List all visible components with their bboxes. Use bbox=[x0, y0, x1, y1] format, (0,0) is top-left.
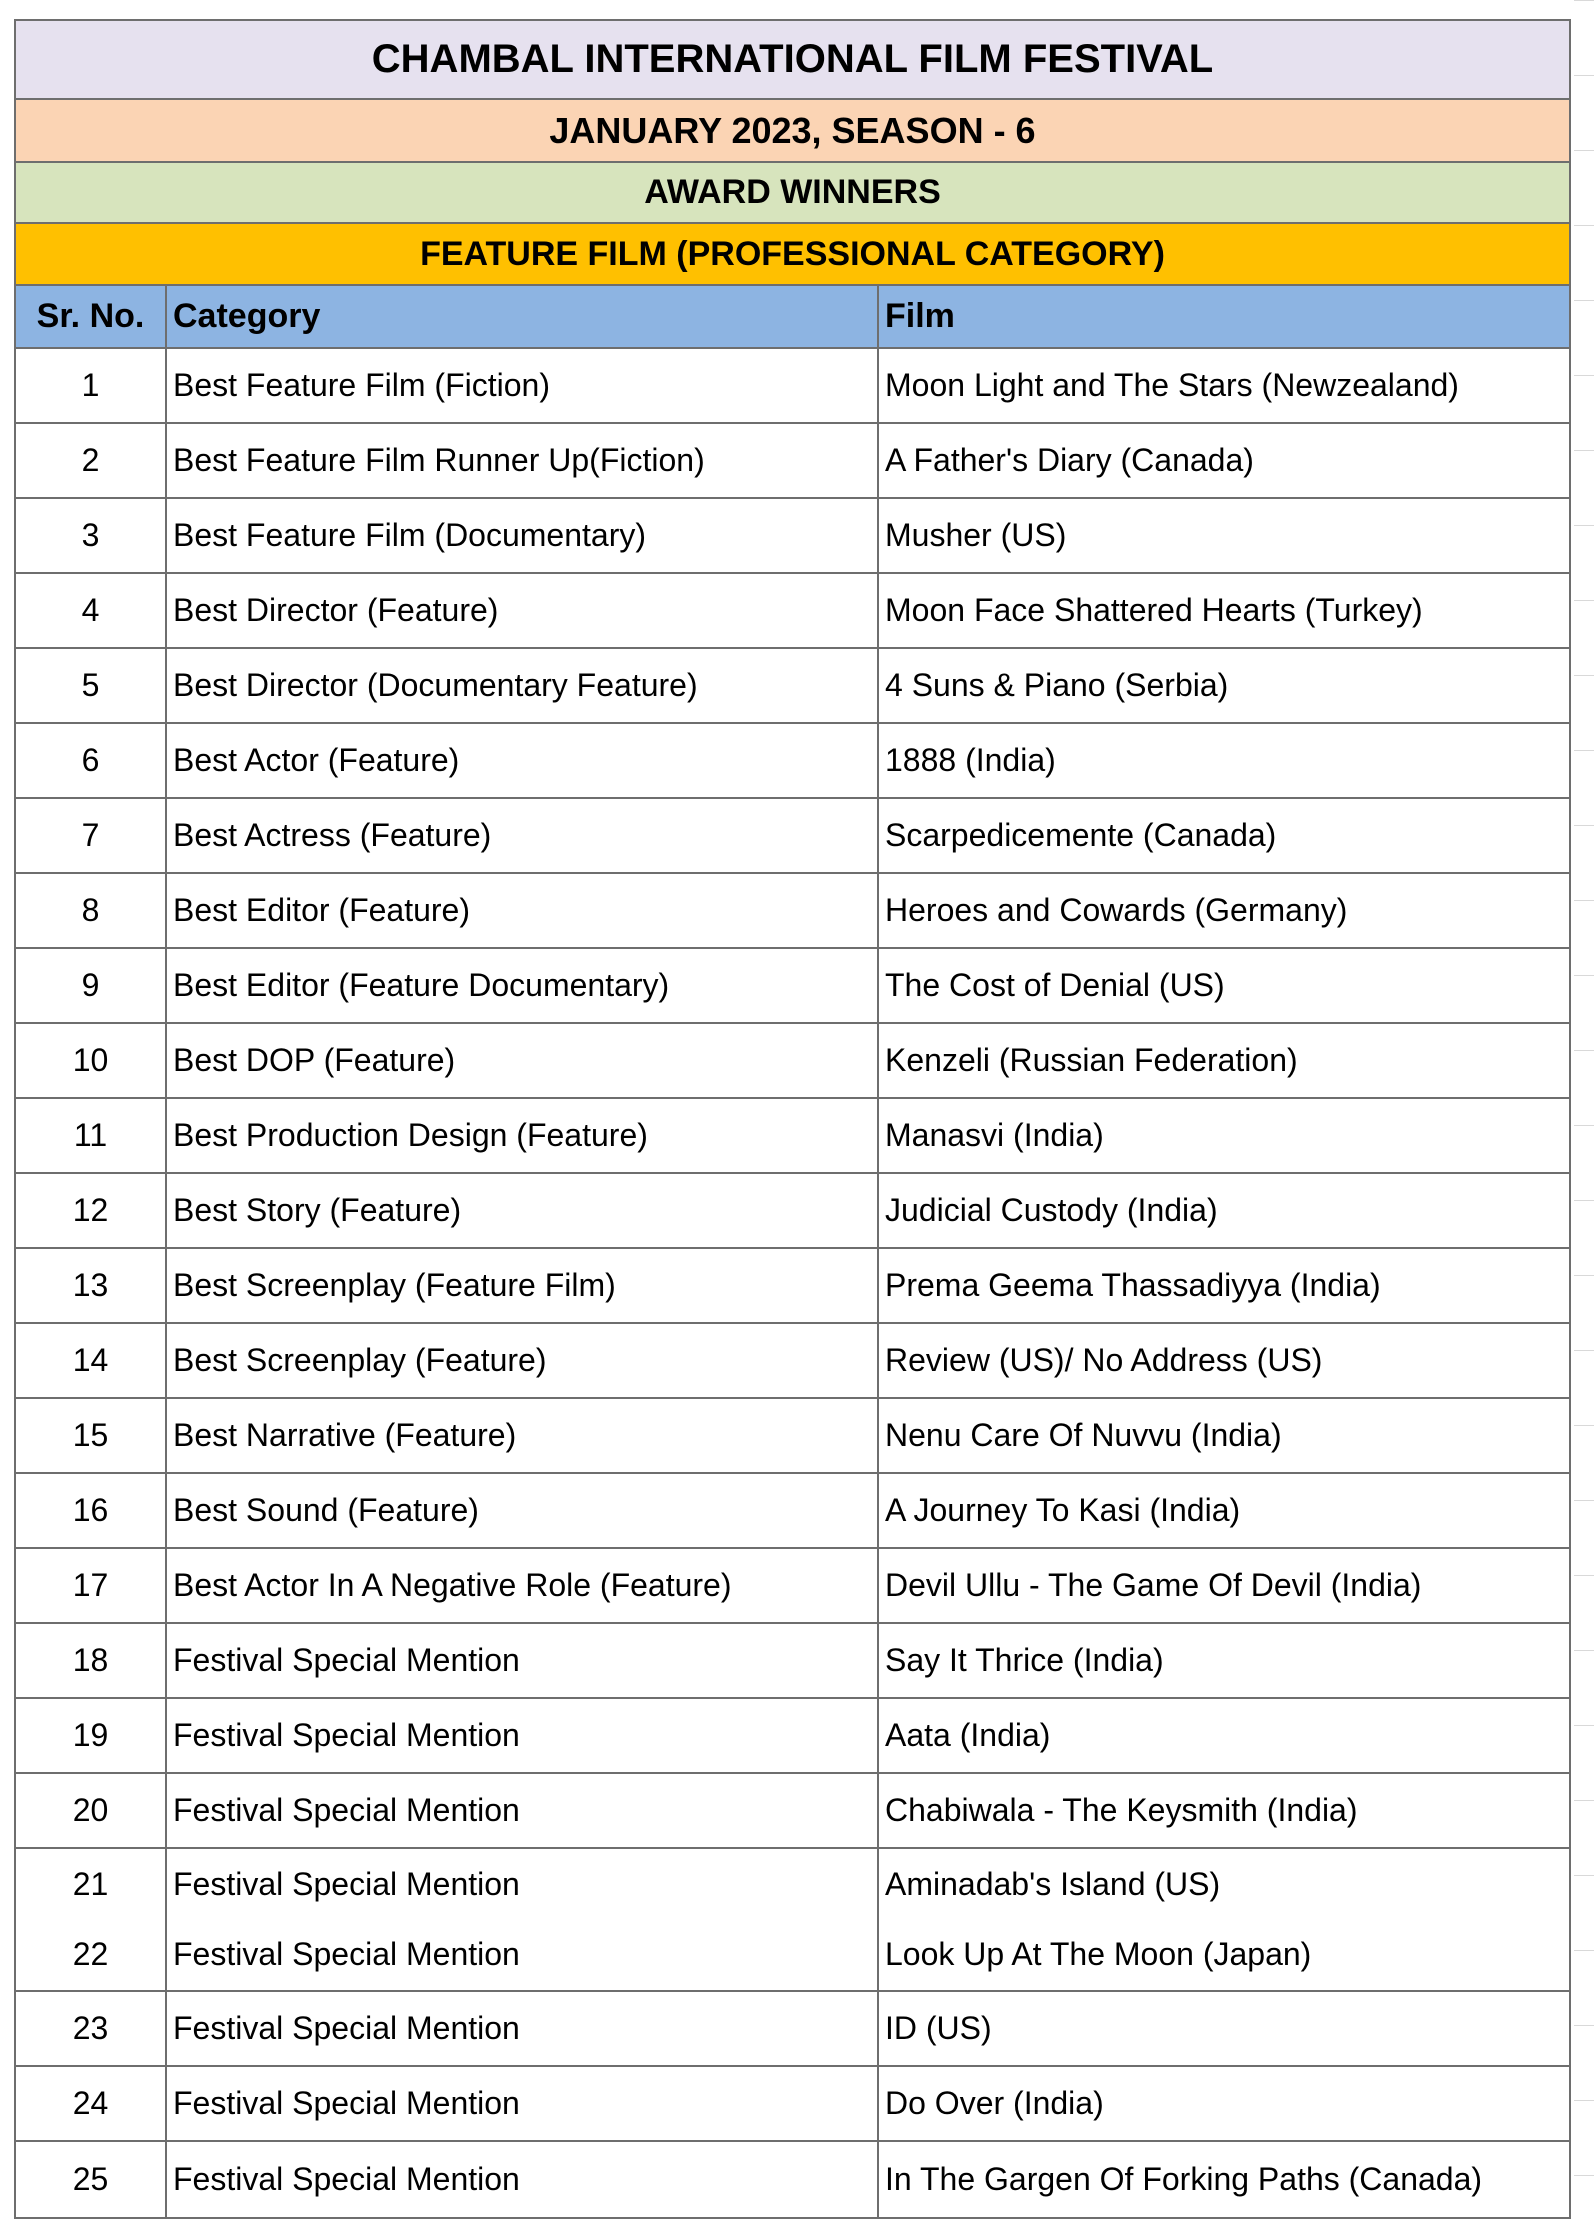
row-number[interactable]: 17 bbox=[16, 1549, 167, 1622]
row-film[interactable]: 4 Suns & Piano (Serbia) bbox=[885, 667, 1229, 703]
table-row bbox=[16, 1324, 1569, 1399]
spreadsheet-gridlines bbox=[1574, 0, 1594, 2239]
row-category[interactable]: Best Feature Film (Fiction) bbox=[167, 349, 879, 422]
row-film[interactable]: Review (US)/ No Address (US) bbox=[885, 1342, 1323, 1378]
row-category[interactable]: Best Actress (Feature) bbox=[167, 799, 879, 872]
row-film[interactable]: Musher (US) bbox=[885, 517, 1067, 553]
row-film[interactable]: A Father's Diary (Canada) bbox=[885, 442, 1254, 478]
table-row bbox=[16, 574, 1569, 649]
row-number[interactable]: 14 bbox=[16, 1324, 167, 1397]
row-number[interactable]: 12 bbox=[16, 1174, 167, 1247]
row-category: Festival Special Mention bbox=[173, 1865, 520, 1902]
festival-title: CHAMBAL INTERNATIONAL FILM FESTIVAL bbox=[16, 21, 1569, 100]
row-film[interactable]: Devil Ullu - The Game Of Devil (India) bbox=[885, 1567, 1422, 1603]
row-number[interactable]: 15 bbox=[16, 1399, 167, 1472]
table-row bbox=[16, 1549, 1569, 1624]
row-film[interactable]: Heroes and Cowards (Germany) bbox=[885, 892, 1348, 928]
table-row bbox=[16, 1249, 1569, 1324]
row-category[interactable]: Festival Special Mention bbox=[167, 1774, 879, 1847]
row-number: 21 bbox=[72, 1865, 109, 1902]
table-row bbox=[16, 2067, 1569, 2142]
row-film[interactable]: Moon Light and The Stars (Newzealand) bbox=[885, 367, 1459, 403]
row-film-cell[interactable] bbox=[879, 1849, 1569, 1990]
row-film[interactable]: Prema Geema Thassadiyya (India) bbox=[885, 1267, 1381, 1303]
row-category[interactable]: Best Editor (Feature Documentary) bbox=[167, 949, 879, 1022]
table-header bbox=[16, 286, 1569, 349]
row-category: Festival Special Mention bbox=[173, 1936, 520, 1973]
row-film[interactable]: ID (US) bbox=[885, 2010, 992, 2046]
row-film[interactable]: Do Over (India) bbox=[885, 2085, 1104, 2121]
table-row bbox=[16, 1399, 1569, 1474]
row-category[interactable]: Best Narrative (Feature) bbox=[167, 1399, 879, 1472]
row-number[interactable]: 7 bbox=[16, 799, 167, 872]
table-row bbox=[16, 724, 1569, 799]
section-heading: AWARD WINNERS bbox=[16, 163, 1569, 224]
table-row bbox=[16, 949, 1569, 1024]
table-row bbox=[16, 1774, 1569, 1849]
row-number[interactable]: 1 bbox=[16, 349, 167, 422]
row-category[interactable]: Festival Special Mention bbox=[167, 1624, 879, 1697]
row-film[interactable]: Nenu Care Of Nuvvu (India) bbox=[885, 1417, 1282, 1453]
row-number[interactable]: 16 bbox=[16, 1474, 167, 1547]
column-header-category: Category bbox=[167, 286, 879, 347]
row-film: Aminadab's Island (US) bbox=[885, 1865, 1221, 1902]
row-film: Look Up At The Moon (Japan) bbox=[885, 1936, 1312, 1973]
table-row bbox=[16, 2142, 1569, 2217]
row-number[interactable]: 20 bbox=[16, 1774, 167, 1847]
row-number-cell[interactable] bbox=[16, 1849, 167, 1990]
column-header-film: Film bbox=[885, 297, 955, 335]
row-category[interactable]: Best Editor (Feature) bbox=[167, 874, 879, 947]
row-film[interactable]: Scarpedicemente (Canada) bbox=[885, 817, 1277, 853]
table-row bbox=[16, 1624, 1569, 1699]
row-film[interactable]: Judicial Custody (India) bbox=[885, 1192, 1218, 1228]
row-number[interactable]: 9 bbox=[16, 949, 167, 1022]
table-row bbox=[16, 499, 1569, 574]
table-body bbox=[16, 349, 1569, 2217]
table-row bbox=[16, 1699, 1569, 1774]
row-category[interactable]: Best DOP (Feature) bbox=[167, 1024, 879, 1097]
row-category[interactable]: Best Director (Feature) bbox=[167, 574, 879, 647]
row-film[interactable]: 1888 (India) bbox=[885, 742, 1056, 778]
row-film[interactable]: Aata (India) bbox=[885, 1717, 1051, 1753]
row-category[interactable]: Festival Special Mention bbox=[167, 2142, 879, 2217]
row-number[interactable]: 19 bbox=[16, 1699, 167, 1772]
season-subtitle: JANUARY 2023, SEASON - 6 bbox=[16, 100, 1569, 163]
table-row bbox=[16, 1024, 1569, 1099]
table-row bbox=[16, 424, 1569, 499]
row-number[interactable]: 3 bbox=[16, 499, 167, 572]
row-category[interactable]: Best Sound (Feature) bbox=[167, 1474, 879, 1547]
row-film[interactable]: The Cost of Denial (US) bbox=[885, 967, 1225, 1003]
row-film[interactable]: In The Gargen Of Forking Paths (Canada) bbox=[885, 2161, 1483, 2197]
row-number[interactable]: 6 bbox=[16, 724, 167, 797]
table-row bbox=[16, 874, 1569, 949]
table-row bbox=[16, 1992, 1569, 2067]
row-number[interactable]: 13 bbox=[16, 1249, 167, 1322]
row-category[interactable]: Best Production Design (Feature) bbox=[167, 1099, 879, 1172]
row-category[interactable]: Best Actor (Feature) bbox=[167, 724, 879, 797]
row-number[interactable]: 25 bbox=[16, 2142, 167, 2217]
row-number[interactable]: 18 bbox=[16, 1624, 167, 1697]
row-category[interactable]: Festival Special Mention bbox=[167, 1992, 879, 2065]
row-number[interactable]: 11 bbox=[16, 1099, 167, 1172]
category-heading: FEATURE FILM (PROFESSIONAL CATEGORY) bbox=[16, 224, 1569, 286]
row-category[interactable]: Best Actor In A Negative Role (Feature) bbox=[167, 1549, 879, 1622]
row-category-cell[interactable] bbox=[167, 1849, 879, 1990]
row-category[interactable]: Festival Special Mention bbox=[167, 1699, 879, 1772]
row-category[interactable]: Best Story (Feature) bbox=[167, 1174, 879, 1247]
row-category[interactable]: Best Feature Film (Documentary) bbox=[167, 499, 879, 572]
row-film[interactable]: Say It Thrice (India) bbox=[885, 1642, 1164, 1678]
award-table bbox=[14, 19, 1571, 2219]
row-number[interactable]: 8 bbox=[16, 874, 167, 947]
column-header-no: Sr. No. bbox=[16, 286, 167, 347]
table-row bbox=[16, 1474, 1569, 1549]
row-film[interactable]: Chabiwala - The Keysmith (India) bbox=[885, 1792, 1358, 1828]
table-row bbox=[16, 1174, 1569, 1249]
row-number[interactable]: 5 bbox=[16, 649, 167, 722]
table-row bbox=[16, 1099, 1569, 1174]
row-film[interactable]: A Journey To Kasi (India) bbox=[885, 1492, 1241, 1528]
table-row bbox=[16, 349, 1569, 424]
table-row bbox=[16, 799, 1569, 874]
table-row bbox=[16, 1849, 1569, 1992]
row-film[interactable]: Moon Face Shattered Hearts (Turkey) bbox=[885, 592, 1423, 628]
row-number[interactable]: 23 bbox=[16, 1992, 167, 2065]
row-category[interactable]: Best Director (Documentary Feature) bbox=[167, 649, 879, 722]
row-number[interactable]: 2 bbox=[16, 424, 167, 497]
table-row bbox=[16, 649, 1569, 724]
row-category[interactable]: Best Feature Film Runner Up(Fiction) bbox=[167, 424, 879, 497]
row-number: 22 bbox=[72, 1936, 109, 1973]
row-number[interactable]: 10 bbox=[16, 1024, 167, 1097]
row-film[interactable]: Kenzeli (Russian Federation) bbox=[885, 1042, 1298, 1078]
row-category[interactable]: Best Screenplay (Feature) bbox=[167, 1324, 879, 1397]
row-number[interactable]: 24 bbox=[16, 2067, 167, 2140]
row-category[interactable]: Festival Special Mention bbox=[167, 2067, 879, 2140]
row-number[interactable]: 4 bbox=[16, 574, 167, 647]
row-film[interactable]: Manasvi (India) bbox=[885, 1117, 1104, 1153]
row-category[interactable]: Best Screenplay (Feature Film) bbox=[167, 1249, 879, 1322]
